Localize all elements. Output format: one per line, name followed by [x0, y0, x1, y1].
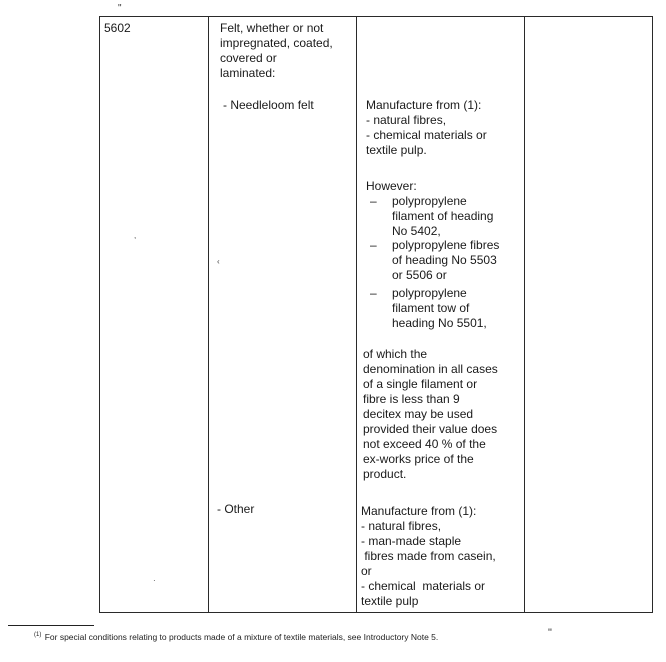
exception-item — [392, 286, 487, 331]
rule-line: - chemical materials or — [361, 579, 486, 593]
rule-line: or — [361, 564, 372, 578]
footnote — [34, 630, 438, 643]
rule-line: textile pulp. — [366, 143, 427, 157]
however-label: However: — [366, 179, 417, 193]
rule-line: Manufacture from (1): — [366, 98, 482, 112]
needleloom-felt-label: - Needleloom felt — [223, 98, 314, 112]
item-line: polypropylene fibres — [392, 238, 500, 252]
description-line: impregnated, coated, — [220, 36, 333, 50]
item-line: filament of heading — [392, 209, 494, 223]
condition-line: of which the — [363, 347, 428, 361]
list-dash: – — [370, 194, 377, 208]
rule-line: fibres made from casein, — [361, 549, 496, 563]
needleloom-manufacture-rule — [366, 98, 487, 158]
condition-line: not exceed 40 % of the — [363, 437, 486, 451]
condition-line: of a single filament or — [363, 377, 478, 391]
item-line: of heading No 5503 — [392, 253, 497, 267]
exception-item — [392, 194, 493, 239]
rule-line: - natural fibres, — [366, 113, 447, 127]
footnote-marker: (1) — [34, 632, 42, 638]
description-line: laminated: — [220, 66, 276, 80]
item-line: polypropylene — [392, 194, 467, 208]
description-line: covered or — [220, 51, 277, 65]
condition-line: decitex may be used — [363, 407, 474, 421]
item-line: filament tow of — [392, 301, 470, 315]
item-line: No 5402, — [392, 224, 441, 238]
column-divider — [524, 17, 525, 613]
column-divider — [356, 17, 357, 613]
other-felt-label: - Other — [217, 502, 255, 516]
scan-speck: , — [134, 231, 137, 240]
list-dash: – — [370, 238, 377, 252]
condition-line: provided their value does — [363, 422, 498, 436]
heading-code: 5602 — [104, 21, 131, 35]
item-line: heading No 5501, — [392, 316, 487, 330]
rule-line: Manufacture from (1): — [361, 504, 477, 518]
condition-line: denomination in all cases — [363, 362, 498, 376]
description-line: Felt, whether or not — [220, 21, 324, 35]
column-divider — [208, 17, 209, 613]
scan-speck: ‹ — [217, 257, 220, 266]
condition-line: fibre is less than 9 — [363, 392, 460, 406]
rule-line: - man-made staple — [361, 534, 462, 548]
other-manufacture-rule — [361, 504, 496, 609]
footnote-text: For special conditions relating to products made of a mixture of textile materials, see Introductory Note 5. — [44, 631, 439, 642]
closing-quote-mark: " — [548, 627, 552, 639]
rule-line: - natural fibres, — [361, 519, 442, 533]
rule-line: textile pulp — [361, 594, 419, 608]
opening-quote-mark: " — [118, 3, 122, 14]
item-line: or 5506 or — [392, 268, 447, 282]
scan-speck: · — [153, 576, 156, 585]
condition-line: product. — [363, 467, 407, 481]
rule-line: - chemical materials or — [366, 128, 487, 142]
denomination-condition — [363, 347, 498, 482]
product-description — [220, 21, 333, 81]
footnote-separator — [8, 625, 94, 626]
exception-item — [392, 238, 499, 283]
list-dash: – — [370, 286, 377, 300]
item-line: polypropylene — [392, 286, 467, 300]
condition-line: ex-works price of the — [363, 452, 474, 466]
